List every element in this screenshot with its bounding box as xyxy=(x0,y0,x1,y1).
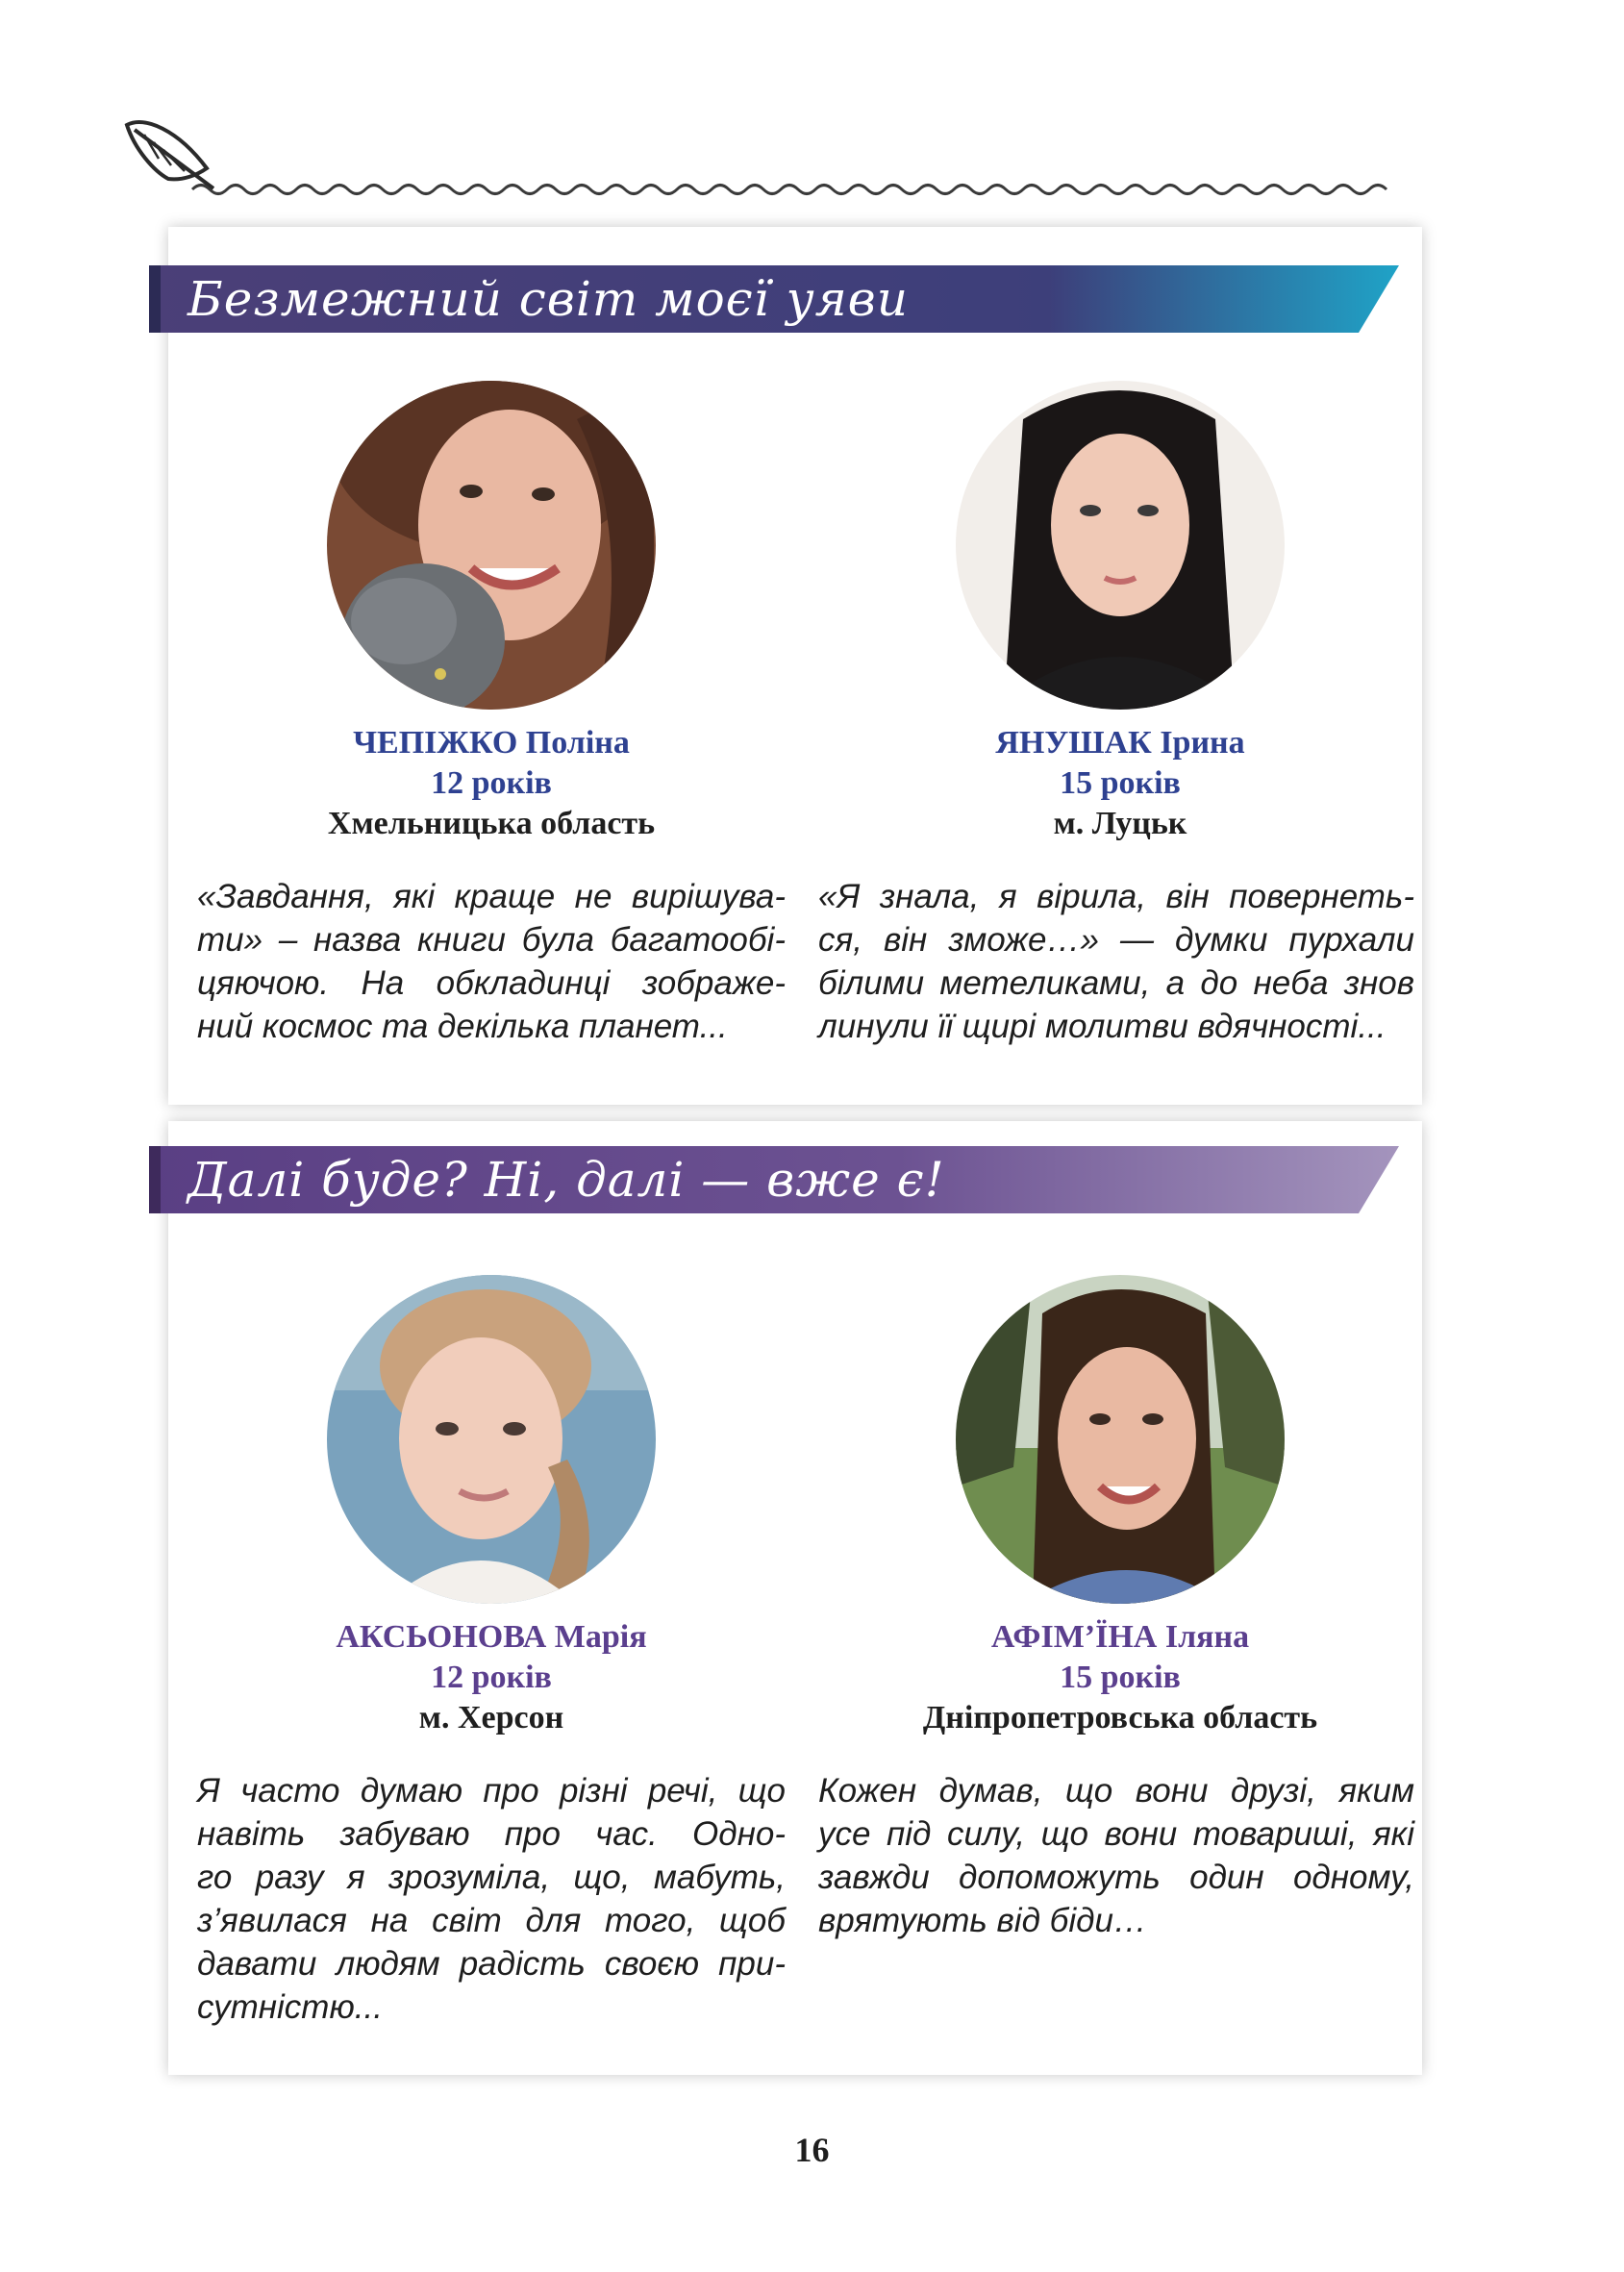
quote-line: завжди допоможуть один одному, xyxy=(818,1859,1414,1896)
person-quote xyxy=(197,875,786,1048)
quote-line: «Я знала, я вірила, він повернеть- xyxy=(818,878,1414,915)
header-ornament xyxy=(0,0,1624,212)
section-card-2 xyxy=(168,1121,1422,2075)
section-banner-1 xyxy=(149,265,1399,333)
quote-line: Кожен думав, що вони друзі, яким xyxy=(818,1772,1414,1810)
quote-line: ний космос та декілька планет... xyxy=(197,1008,728,1045)
portrait-photo xyxy=(327,381,656,710)
person-quote xyxy=(818,875,1414,1048)
section-title: Безмежний світ моєї уяви xyxy=(187,271,909,327)
person-name: ЯНУШАК Ірина xyxy=(995,725,1245,761)
person-quote xyxy=(818,1769,1414,1942)
quote-line: давати людям радість своєю при- xyxy=(197,1945,786,1983)
quote-line: ти» – назва книги була багатообі- xyxy=(197,921,786,959)
section-banner-2 xyxy=(149,1146,1399,1213)
person-age: 12 років xyxy=(431,765,552,801)
person-age: 15 років xyxy=(1060,1660,1181,1695)
person-location: Дніпропетровська область xyxy=(922,1700,1318,1735)
quote-line: з’явилася на світ для того, щоб xyxy=(197,1902,786,1939)
page-number: 16 xyxy=(794,2131,830,2169)
quote-line: навіть забуваю про час. Одно- xyxy=(197,1815,786,1853)
portrait-photo xyxy=(956,1275,1285,1604)
person-location: м. Херсон xyxy=(418,1700,564,1735)
quote-line: цяючою. На обкладинці зображе- xyxy=(197,964,786,1002)
person-location: м. Луцьк xyxy=(1053,806,1187,841)
quote-line: врятують від біди… xyxy=(818,1902,1147,1939)
quote-line: Я часто думаю про різні речі, що xyxy=(197,1772,786,1810)
quote-line: ся, він зможе…» — думки пурхали xyxy=(818,921,1414,959)
section-card-1 xyxy=(168,227,1422,1105)
feather-icon xyxy=(127,122,213,188)
person-age: 15 років xyxy=(1060,765,1181,801)
person-name: АФІМ’ЇНА Іляна xyxy=(990,1619,1250,1655)
person-location: Хмельницька область xyxy=(327,806,656,841)
portrait-photo xyxy=(956,381,1285,710)
quote-line: линули її щирі молитви вдячності... xyxy=(818,1008,1387,1045)
portrait-photo xyxy=(327,1275,656,1604)
quote-line: сутністю... xyxy=(197,1988,383,2026)
quote-line: білими метеликами, а до неба знов xyxy=(818,964,1414,1002)
section-title: Далі буде? Ні, далі — вже є! xyxy=(187,1152,945,1208)
quote-line: го разу я зрозуміла, що, мабуть, xyxy=(197,1859,786,1896)
person-name: АКСЬОНОВА Марія xyxy=(336,1619,647,1655)
wavy-divider xyxy=(192,186,1387,194)
quote-line: «Завдання, які краще не вирішува- xyxy=(197,878,786,915)
person-name: ЧЕПІЖКО Поліна xyxy=(353,725,630,761)
person-age: 12 років xyxy=(431,1660,552,1695)
quote-line: усе під силу, що вони товариші, які xyxy=(818,1815,1414,1853)
person-quote xyxy=(197,1769,786,2029)
